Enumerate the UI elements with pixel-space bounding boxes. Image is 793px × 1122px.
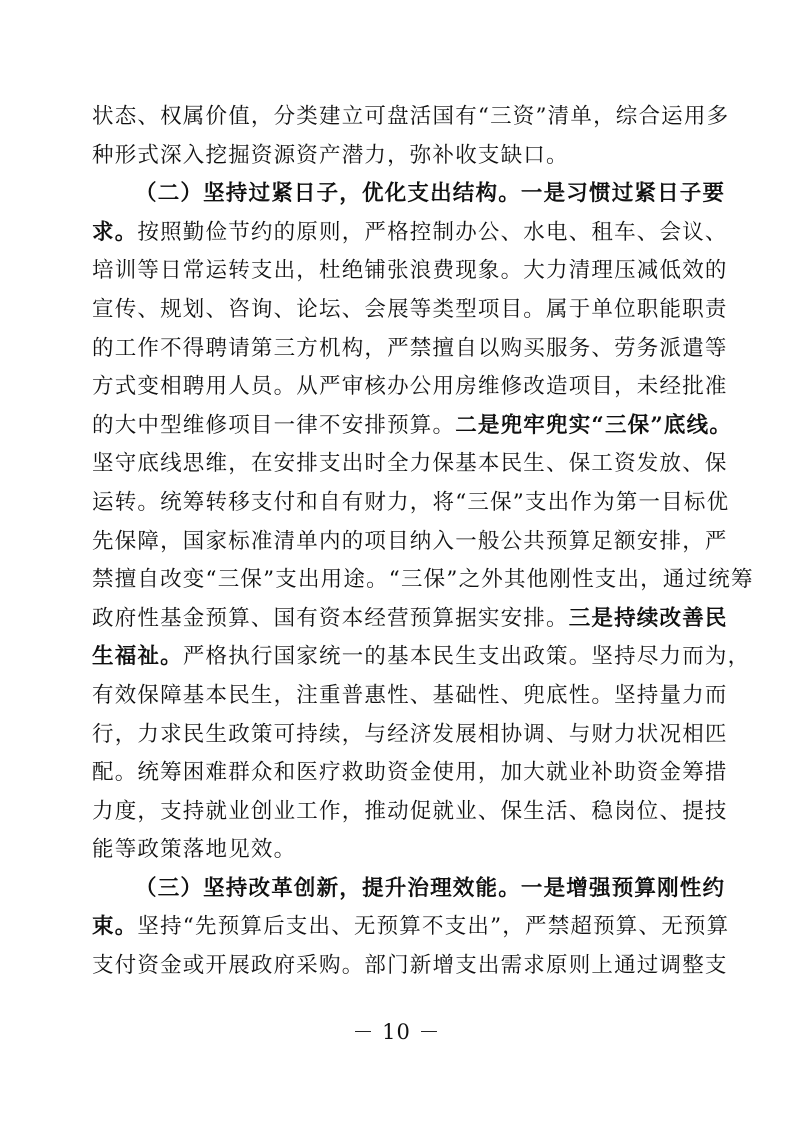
text-line: 能等政策落地见效。: [92, 837, 297, 863]
bold-phrase: 束。: [92, 914, 138, 940]
text-line: 先保障，国家标准清单内的项目纳入一般公共预算足额安排，严: [92, 528, 728, 554]
section-heading: （三）坚持改革创新，提升治理效能。一是增强预算刚性约: [135, 875, 726, 901]
text-line: 支付资金或开展政府采购。部门新增支出需求原则上通过调整支: [92, 953, 728, 979]
text-line: 力度，支持就业创业工作，推动促就业、保生活、稳岗位、提技: [92, 798, 728, 824]
body-text: [92, 98, 754, 986]
bold-phrase: 三是持续改善民: [568, 605, 728, 631]
bold-phrase: 求。: [92, 219, 138, 245]
text-line: 坚守底线思维，在安排支出时全力保基本民生、保工资发放、保: [92, 451, 728, 477]
text-line: 生福祉。严格执行国家统一的基本民生支出政策。坚持尽力而为，: [92, 644, 751, 670]
text-line: 禁擅自改变“三保”支出用途。“三保”之外其他刚性支出，通过统筹: [92, 567, 754, 593]
text-line: 有效保障基本民生，注重普惠性、基础性、兜底性。坚持量力而: [92, 682, 728, 708]
bold-phrase: 二是兜牢兜实“三保”底线。: [455, 412, 733, 438]
text-line: 求。按照勤俭节约的原则，严格控制办公、水电、租车、会议、: [92, 219, 728, 245]
text-line: 状态、权属价值，分类建立可盘活国有“三资”清单，综合运用多: [92, 104, 730, 129]
text-line: 培训等日常运转支出，杜绝铺张浪费现象。大力清理压减低效的: [92, 258, 728, 284]
text-line: [92, 175, 726, 214]
text-line: [92, 870, 726, 909]
text-line: 配。统筹困难群众和医疗救助资金使用，加大就业补助资金筹措: [92, 760, 728, 786]
text-line: 运转。统筹转移支付和自有财力，将“三保”支出作为第一目标优: [92, 489, 730, 515]
text-line: 方式变相聘用人员。从严审核办公用房维修改造项目，未经批准: [92, 374, 728, 400]
text-line: 的大中型维修项目一律不安排预算。二是兜牢兜实“三保”底线。: [92, 412, 733, 438]
bold-phrase: 生福祉。: [92, 644, 183, 670]
page-number: － 10 －: [352, 1020, 441, 1044]
text-line: 行，力求民生政策可持续，与经济发展相协调、与财力状况相匹: [92, 721, 728, 747]
section-heading: （二）坚持过紧日子，优化支出结构。一是习惯过紧日子要: [135, 181, 726, 207]
text-line: 宣传、规划、咨询、论坛、会展等类型项目。属于单位职能职责: [92, 296, 728, 322]
text-line: 束。坚持“先预算后支出、无预算不支出”，严禁超预算、无预算: [92, 914, 730, 940]
text-line: 种形式深入挖掘资源资产潜力，弥补收支缺口。: [92, 142, 569, 168]
text-line: 政府性基金预算、国有资本经营预算据实安排。三是持续改善民: [92, 605, 728, 631]
text-line: 的工作不得聘请第三方机构，严禁擅自以购买服务、劳务派遣等: [92, 335, 728, 361]
